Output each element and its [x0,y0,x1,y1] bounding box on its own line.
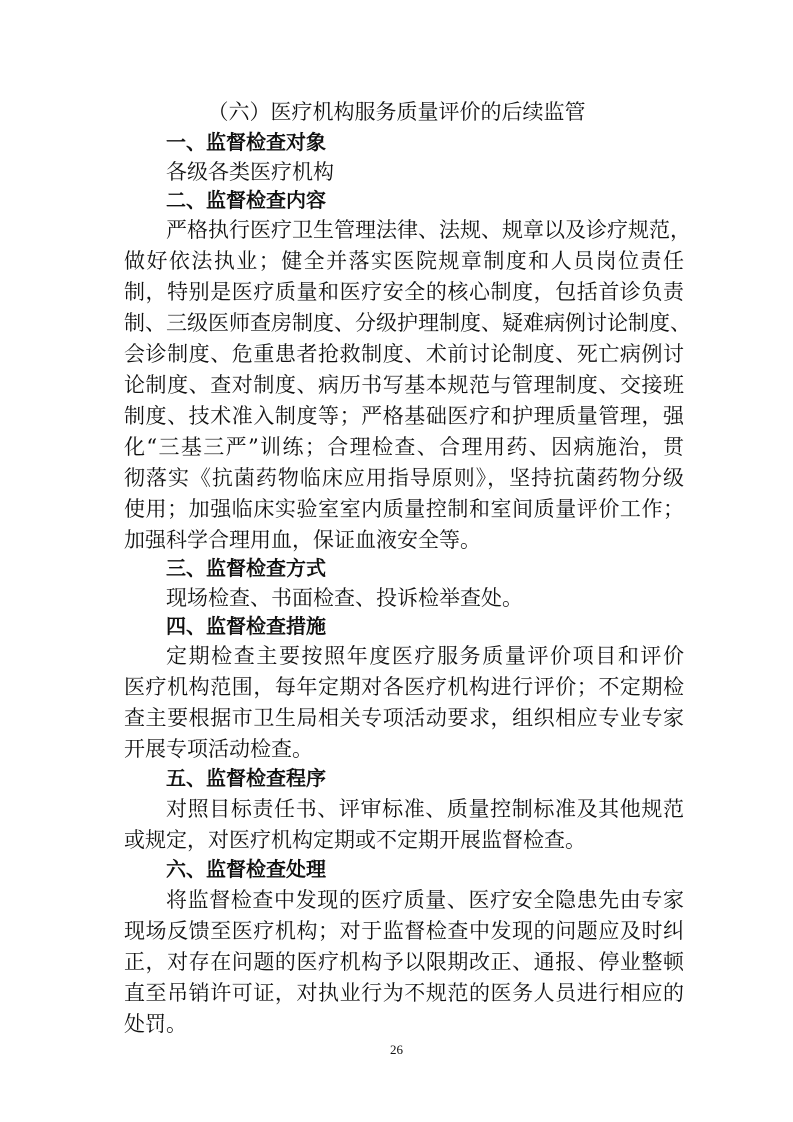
paragraph-line: 制、三级医师查房制度、分级护理制度、疑难病例讨论制度、 [124,311,691,335]
section-heading-5: 五、监督检查程序 [166,766,326,790]
paragraph-line: 加强科学合理用血，保证血液安全等。 [124,528,481,552]
section-heading-2: 二、监督检查内容 [166,188,326,212]
paragraph-line: 彻落实《抗菌药物临床应用指导原则》，坚持抗菌药物分级 [124,466,684,490]
paragraph-line: 会诊制度、危重患者抢救制度、术前讨论制度、死亡病例讨 [124,342,684,366]
page-title: （六）医疗机构服务质量评价的后续监管 [207,100,586,124]
paragraph-line: 使用；加强临床实验室室内质量控制和室间质量评价工作； [124,497,684,521]
section-heading-4: 四、监督检查措施 [166,614,326,638]
paragraph-line: 各级各类医疗机构 [166,160,334,184]
paragraph-line: 正，对存在问题的医疗机构予以限期改正、通报、停业整顿 [124,950,684,974]
section-heading-3: 三、监督检查方式 [166,556,326,580]
section-heading-6: 六、监督检查处理 [166,857,326,881]
section-heading-1: 一、监督检查对象 [166,130,326,154]
paragraph-line: 或规定，对医疗机构定期或不定期开展监督检查。 [124,828,586,852]
paragraph-line: 开展专项活动检查。 [124,737,313,761]
paragraph-line: 严格执行医疗卫生管理法律、法规、规章以及诊疗规范， [166,218,691,242]
paragraph-line: 现场反馈至医疗机构；对于监督检查中发现的问题应及时纠 [124,919,684,943]
paragraph-line: 对照目标责任书、评审标准、质量控制标准及其他规范 [166,797,684,821]
paragraph-line: 查主要根据市卫生局相关专项活动要求，组织相应专业专家 [124,706,684,730]
page-number: 26 [390,1042,403,1057]
paragraph-line: 处罚。 [124,1012,187,1036]
paragraph-line: 做好依法执业；健全并落实医院规章制度和人员岗位责任 [124,249,684,273]
paragraph-line: 制，特别是医疗质量和医疗安全的核心制度，包括首诊负责 [124,280,684,304]
paragraph-line: 定期检查主要按照年度医疗服务质量评价项目和评价 [166,644,684,668]
paragraph-line: 医疗机构范围，每年定期对各医疗机构进行评价；不定期检 [124,675,684,699]
paragraph-line: 直至吊销许可证，对执业行为不规范的医务人员进行相应的 [124,981,684,1005]
paragraph-line: 化“三基三严”训练；合理检查、合理用药、因病施治，贯 [124,435,684,459]
paragraph-line: 制度、技术准入制度等；严格基础医疗和护理质量管理，强 [124,404,684,428]
paragraph-line: 将监督检查中发现的医疗质量、医疗安全隐患先由专家 [166,888,684,912]
paragraph-line: 现场检查、书面检查、投诉检举查处。 [166,586,523,610]
paragraph-line: 论制度、查对制度、病历书写基本规范与管理制度、交接班 [124,373,684,397]
